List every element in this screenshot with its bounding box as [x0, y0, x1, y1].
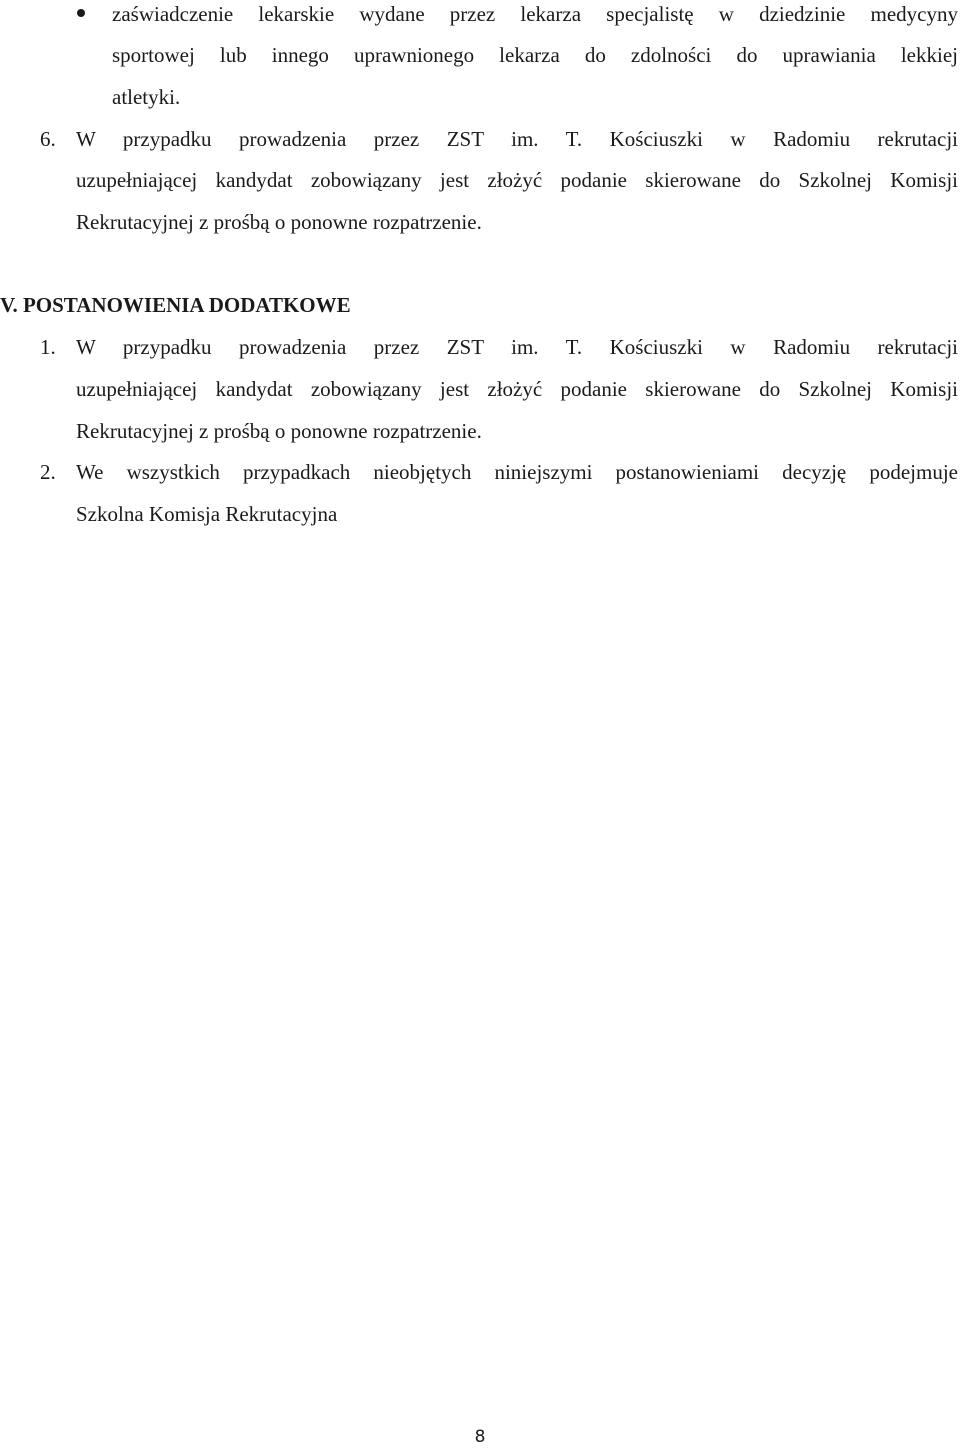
item-number: 1. [40, 335, 56, 359]
item-line-2: Szkolna Komisja Rekrutacyjna [76, 502, 338, 526]
section-heading: V. POSTANOWIENIA DODATKOWE [0, 293, 351, 317]
item-line-2: uzupełniającej kandydat zobowiązany jest złożyć podanie skierowane do Szkolnej Komisji [76, 168, 958, 192]
page-number: 8 [474, 1427, 486, 1447]
bullet-line-1: zaświadczenie lekarskie wydane przez lekarza specjalistę w dziedzinie medycyny [112, 2, 958, 26]
item-line-1: W przypadku prowadzenia przez ZST im. T. Kościuszki w Radomiu rekrutacji [76, 127, 958, 151]
item-number: 6. [40, 127, 56, 151]
item-line-1: W przypadku prowadzenia przez ZST im. T. Kościuszki w Radomiu rekrutacji [76, 335, 958, 359]
item-line-2: uzupełniającej kandydat zobowiązany jest złożyć podanie skierowane do Szkolnej Komisji [76, 377, 958, 401]
bullet-line-3: atletyki. [112, 85, 181, 109]
item-line-1: We wszystkich przypadkach nieobjętych niniejszymi postanowieniami decyzję podejmuje [76, 460, 958, 484]
item-line-3: Rekrutacyjnej z prośbą o ponowne rozpatrzenie. [76, 210, 482, 234]
bullet-line-2: sportowej lub innego uprawnionego lekarza do zdolności do uprawiania lekkiej [112, 43, 958, 67]
bullet-icon [77, 9, 85, 17]
item-line-3: Rekrutacyjnej z prośbą o ponowne rozpatrzenie. [76, 419, 482, 443]
item-number: 2. [40, 460, 56, 484]
